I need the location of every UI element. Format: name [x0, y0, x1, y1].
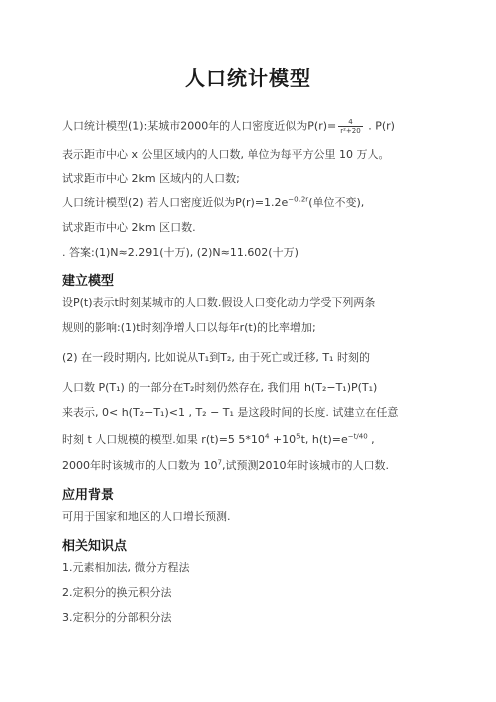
problem-line-2: 表示距市中心 x 公里区域内的人口数, 单位为每平方公里 10 万人。 — [62, 148, 390, 161]
heading-related-knowledge: 相关知识点 — [62, 539, 128, 554]
problem-line-4-prefix: 人口统计模型(2) 若人口密度近似为P(r)=1.2e — [62, 196, 289, 209]
exponent: 7 — [217, 458, 222, 467]
model-line-6-prefix: 时刻 t 人口规模的模型.如果 r(t)=5 5*10 — [62, 433, 265, 446]
model-line-7-prefix: 2000年时该城市的人口数为 10 — [62, 459, 218, 472]
exponent: 5 — [296, 432, 301, 441]
problem-line-1-suffix: . P(r) — [364, 119, 395, 133]
model-line-6-mid: +10 — [269, 433, 297, 446]
heading-application: 应用背景 — [62, 488, 115, 503]
model-line-6 — [62, 433, 375, 447]
knowledge-item-1: 1.元素相加法, 微分方程法 — [62, 561, 190, 574]
model-line-2: 规则的影响:(1)t时刻净增人口以每年r(t)的比率增加; — [62, 321, 316, 334]
heading-build-model: 建立模型 — [62, 274, 115, 289]
knowledge-item-2: 2.定积分的换元积分法 — [62, 586, 172, 599]
page-title: 人口统计模型 — [185, 66, 311, 90]
fraction-numerator: 4 — [338, 118, 362, 127]
model-line-6-mid2: t, h(t)=e — [300, 433, 348, 446]
problem-line-3: 试求距市中心 2km 区域内的人口数; — [62, 172, 240, 185]
exponent: 4 — [264, 432, 270, 441]
knowledge-item-3: 3.定积分的分部积分法 — [62, 611, 172, 624]
exponent: −0.2r — [288, 195, 309, 204]
model-line-5: 来表示, 0< h(T₂−T₁)<1 , T₂ − T₁ 是这段时间的长度. 试建立在任意 — [62, 406, 399, 419]
model-line-4: 人口数 P(T₁) 的一部分在T₂时刻仍然存在, 我们用 h(T₂−T₁)P(T₁) — [62, 381, 378, 394]
problem-line-1 — [62, 118, 395, 135]
problem-line-1-prefix: 人口统计模型(1):某城市2000年的人口密度近似为P(r)= — [62, 119, 337, 133]
problem-line-5: 试求距市中心 2km 区口数. — [62, 221, 196, 234]
fraction-denominator: r²+20 — [340, 127, 361, 135]
model-line-1: 设P(t)表示t时刻某城市的人口数.假设人口变化动力学受下列两条 — [62, 296, 376, 309]
problem-line-4-suffix: (单位不变), — [308, 196, 365, 209]
exponent: −t/40 — [347, 432, 368, 441]
problem-line-4 — [62, 196, 364, 210]
density-fraction — [338, 118, 362, 135]
background-line-1: 可用于国家和地区的人口增长预测. — [62, 510, 231, 523]
model-line-7-suffix: ,试预测2010年时该城市的人口数. — [221, 459, 389, 472]
model-line-7 — [62, 459, 389, 473]
answer-line: . 答案:(1)N≈2.291(十万), (2)N≈11.602(十万) — [62, 246, 299, 259]
model-line-3: (2) 在一段时期内, 比如说从T₁到T₂, 由于死亡或迁移, T₁ 时刻的 — [62, 351, 370, 364]
model-line-6-suffix: , — [367, 433, 375, 446]
